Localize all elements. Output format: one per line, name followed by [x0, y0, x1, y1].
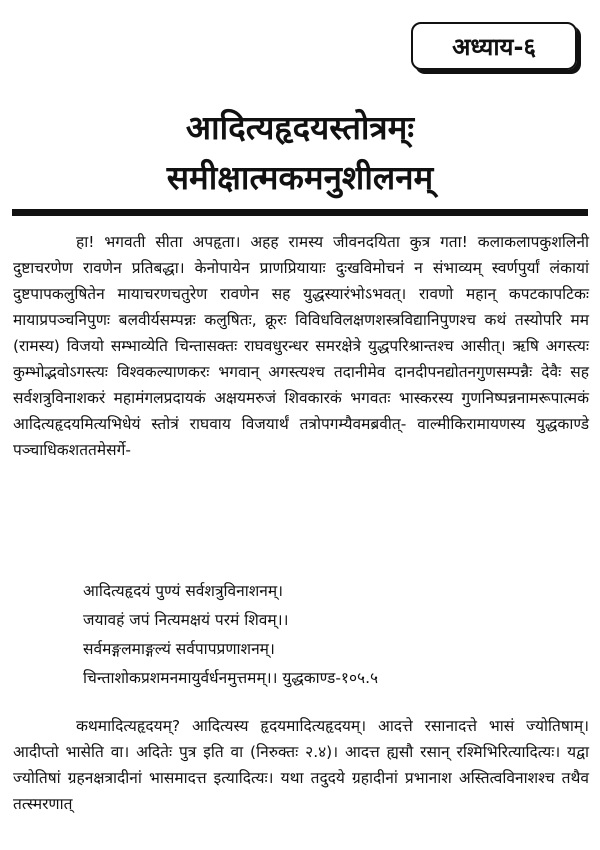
title-divider	[12, 209, 588, 216]
page-title-line-2: समीक्षात्मकमनुशीलनम्	[166, 158, 434, 197]
verse-line: सर्वमङ्गलमाङ्गल्यं सर्वपापप्रणाशनम्।	[83, 640, 275, 658]
verse-block	[83, 577, 583, 693]
verse-line: जयावहं जपं नित्यमक्षयं परमं शिवम्।।	[83, 611, 289, 629]
paragraph-explanation: कथमादित्यहृदयम्? आदित्यस्य हृदयमादित्यहृदयम्। आदत्ते रसानादत्ते भासं ज्योतिषाम्। आदीप्तो भासेति वा। अदितेः पुत्र इति वा (निरुक्तः २.४)। आदत्त ह्यसौ रसान् रश्मिभिरित्यादित्यः। यद्वा ज्योतिषां ग्रहनक्षत्रादीनां भासमादत्त इत्यादित्यः। यथा तदुदये ग्रहादीनां प्रभानाश अस्तित्वविनाशश्च तथैव तत्स्मरणात्	[13, 717, 589, 813]
paragraph-intro: हा! भगवती सीता अपहृता। अहह रामस्य जीवनदयिता कुत्र गता! कलाकलापकुशलिनी दुष्टाचरणेण रावणेन प्रतिबद्धा। केनोपायेन प्राणप्रियायाः दुःखविमोचनं न संभाव्यम् स्वर्णपुर्यां लंकायां दुष्टपापकलुषितेन मायाचरणचतुरेण रावणेन सह युद्धस्यारंभोऽभवत्। रावणो महान् कपटकापटिकः मायाप्रपञ्चनिपुणः बलवीर्यसम्पन्नः कलुषितः, क्रूरः विविधविलक्षणशस्त्रविद्यानिपुणश्च कथं तस्योपरि मम (रामस्य) विजयो सम्भाव्येति चिन्तासक्तः राघवधुरन्धर समरक्षेत्रे युद्धपरिश्रान्तश्च आसीत्। ऋषि अगस्त्यः कुम्भोद्भवोऽगस्त्यः विश्वकल्याणकरः भगवान् अगस्त्यश्च तदानीमेव दानदीपनद्योतनगुणसम्पन्नैः देवैः सह सर्वशत्रुविनाशकरं महामंगलप्रदायकं अक्षयमरुजं शिवकारकं भगवतः भास्करस्य गुणनिष्पन्ननामरूपात्मकं आदित्यहृदयमित्यभिधेयं स्तोत्रं राघवाय विजयार्थं तत्रोपगम्यैवमब्रवीत्- वाल्मीकिरामायणस्य युद्धकाण्डे पञ्चाधिकशततमेसर्गे-	[13, 233, 589, 459]
chapter-label: अध्याय-६	[411, 22, 577, 70]
verse-line-with-reference: चिन्ताशोकप्रशमनमायुर्वर्धनमुत्तमम्।। युद्धकाण्ड-१०५.५	[83, 669, 379, 687]
verse-line: आदित्यहृदयं पुण्यं सर्वशत्रुविनाशनम्।	[83, 582, 284, 600]
page-title-line-1: आदित्यहृदयस्तोत्रम्ः	[185, 108, 415, 147]
